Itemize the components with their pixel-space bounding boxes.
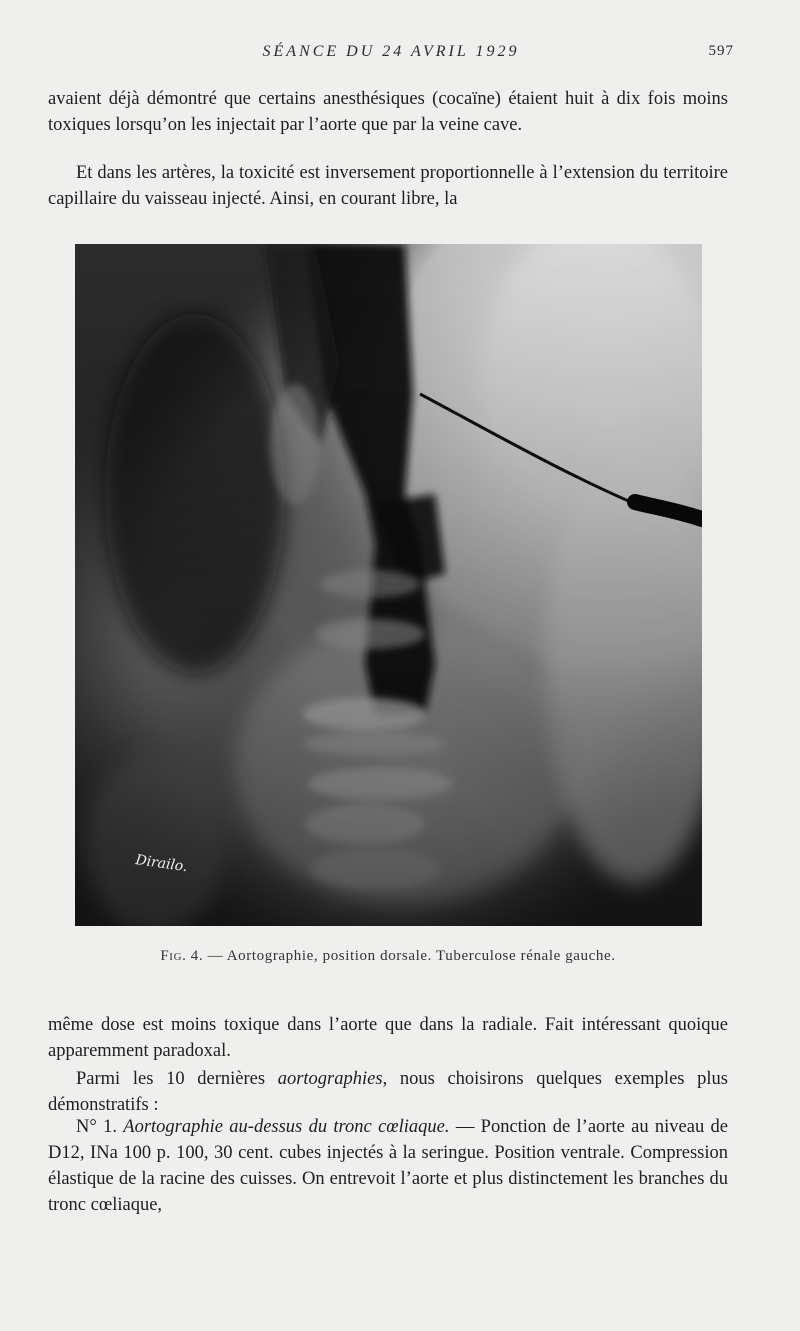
radiograph-signature: Dirailo. xyxy=(134,852,189,876)
running-title: SÉANCE DU 24 AVRIL 1929 xyxy=(262,43,520,60)
running-head xyxy=(48,43,734,65)
figure-caption xyxy=(48,948,728,965)
paragraph-1: avaient déjà démontré que certains anesthésiques (cocaïne) étaient huit à dix fois moins toxiques lorsqu’on les injectait par l’aorte que par la veine cave. xyxy=(48,89,728,135)
paragraph-3: même dose est moins toxique dans l’aorte que dans la radiale. Fait intéressant quoique apparemment paradoxal. xyxy=(48,1015,728,1061)
paragraph-5-text: — Ponction de l’aorte au niveau de D12, INa 100 p. 100, 30 cent. cubes injectés à la seringue. Position ventrale. Compression élastique de la racine des cuisses. On entrevoit l’aorte et plus distinctement les branches du tronc cœliaque, xyxy=(48,1117,729,1215)
figure-label: Fig. 4. xyxy=(160,948,204,964)
radiograph-image xyxy=(75,244,702,926)
paragraph-4 xyxy=(48,1066,728,1118)
paragraph-4-text-a: Parmi les 10 dernières xyxy=(76,1069,278,1089)
case-heading: Aortographie au-dessus du tronc cœliaque. xyxy=(123,1117,450,1137)
paragraph-5 xyxy=(48,1114,728,1218)
page-number: 597 xyxy=(708,43,734,59)
figure-caption-text: — Aortographie, position dorsale. Tuberculose rénale gauche. xyxy=(203,948,616,964)
radiograph-figure xyxy=(75,244,702,926)
case-number: N° 1. xyxy=(76,1117,124,1137)
paragraph-4-text-b: , nous choisirons quelques exemples plus démonstratifs : xyxy=(48,1069,728,1115)
paragraph-2: Et dans les artères, la toxicité est inversement proportionnelle à l’extension du territoire capillaire du vaisseau injecté. Ainsi, en courant libre, la xyxy=(48,163,728,209)
paragraph-4-emphasis: aortographies xyxy=(277,1069,383,1089)
